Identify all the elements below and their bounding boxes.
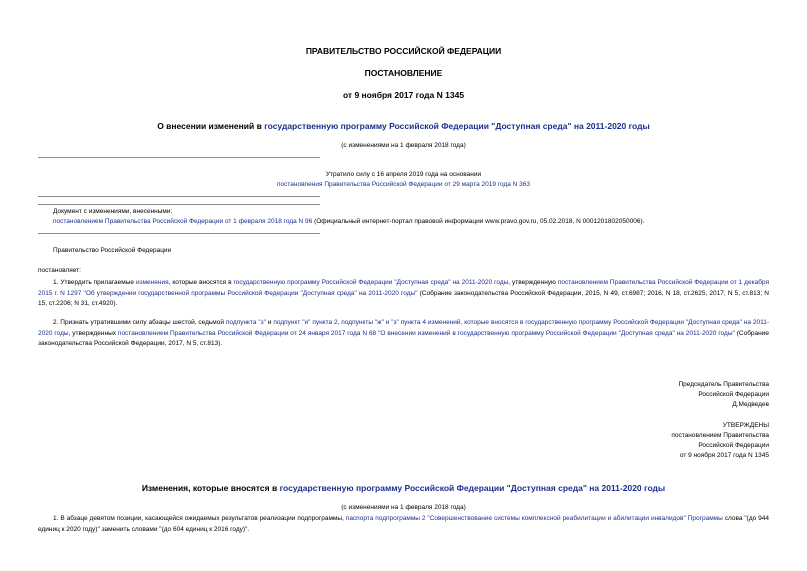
p1-decree-1297-link[interactable]: постановлением Правительства Российской Федерации от 1 декабря 2015 г. N 1297 "Об утверждении государственной программы Российской Федерации "Доступная среда" на 2011-2020 годы" xyxy=(38,279,769,297)
p1-changes-link[interactable]: изменения xyxy=(135,279,169,286)
status-line: Утратило силу с 16 апреля 2019 года на основании xyxy=(325,171,482,178)
signature-country: Российской Федерации xyxy=(698,391,769,398)
approved-label: УТВЕРЖДЕНЫ xyxy=(722,422,769,429)
approved-country: Российской Федерации xyxy=(698,442,769,449)
edition-note: (с изменениями на 1 февраля 2018 года) xyxy=(341,142,466,149)
issuer: Правительство Российской Федерации xyxy=(53,247,172,254)
divider xyxy=(38,233,320,234)
amending-decree-link[interactable]: постановлением Правительства Российской Федерации от 1 февраля 2018 года N 96 xyxy=(53,218,313,225)
org-name: ПРАВИТЕЛЬСТВО РОССИЙСКОЙ ФЕДЕРАЦИИ xyxy=(305,46,502,56)
annex-paragraph-1 xyxy=(38,514,769,535)
p2-subpoint-link[interactable]: подпункта "з" xyxy=(225,319,266,326)
changes-publication: (Официальный интернет-портал правовой информации www.pravo.gov.ru, 05.02.2018, N 0001201802050006). xyxy=(312,218,645,225)
document-title xyxy=(0,122,807,131)
repeal-decree-link[interactable]: постановления Правительства Российской Федерации от 29 марта 2019 года N 363 xyxy=(276,181,531,188)
annex-edition-note: (с изменениями на 1 февраля 2018 года) xyxy=(341,504,466,511)
p2-text-a: 2. Признать утратившими силу абзацы шестой, седьмой xyxy=(53,319,226,326)
annex-title xyxy=(0,484,807,493)
document-date-number: от 9 ноября 2017 года N 1345 xyxy=(342,90,465,100)
p2-decree-68-link[interactable]: постановлением Правительства Российской Федерации от 24 января 2017 года N 68 "О внесении изменений в государственную программу Российской Федерации "Доступная среда" на 2011-2020 годы" xyxy=(117,329,735,337)
changes-label: Документ с изменениями, внесенными: xyxy=(53,208,173,215)
decrees-word: постановляет: xyxy=(38,267,81,274)
signature-position: Председатель Правительства xyxy=(678,381,769,388)
signature-name: Д.Медведев xyxy=(732,401,769,408)
p1-text-c: , утвержденную xyxy=(508,279,558,286)
approved-date: от 9 ноября 2017 года N 1345 xyxy=(679,452,769,459)
p1-text-d: (Собрание законодательства Российской Федерации, 2015, N 49, ст.6987; 2016, N 18, ст.2625; 2017, N 5, ст.813; N 15, ст.2206; N 31, ст.4920). xyxy=(38,289,769,307)
p2-text-d: (Собрание законодательства Российской Федерации, 2017, N 5, ст.813). xyxy=(38,329,769,347)
p2-text-b: и xyxy=(265,319,274,326)
divider xyxy=(38,157,320,158)
annex-program-link[interactable]: государственную программу Российской Федерации "Доступная среда" на 2011-2020 годы xyxy=(279,483,666,493)
p1-program-link[interactable]: государственную программу Российской Федерации "Доступная среда" на 2011-2020 годы xyxy=(233,279,509,286)
title-prefix: О внесении изменений в xyxy=(157,121,265,131)
divider xyxy=(38,196,320,197)
annex-title-prefix: Изменения, которые вносятся в xyxy=(141,483,280,493)
p1-text-a: 1. Утвердить прилагаемые xyxy=(53,279,136,286)
changes-source xyxy=(53,219,644,226)
paragraph-2 xyxy=(38,318,769,350)
title-program-link[interactable]: государственную программу Российской Федерации "Доступная среда" на 2011-2020 годы xyxy=(264,121,650,131)
annex-p1-text-b: слова "(до 944 единиц к 2020 году)" заменить словами "(до 604 единиц к 2016 году)". xyxy=(38,515,770,533)
annex-p1-text-a: 1. В абзаце девятом позиции, касающейся ожидаемых результатов реализации подпрограммы, xyxy=(53,515,346,522)
document-type: ПОСТАНОВЛЕНИЕ xyxy=(364,68,443,78)
approved-by: постановлением Правительства xyxy=(671,432,769,439)
p2-changes-link[interactable]: подпункт "и" пункта 2, подпункты "ж" и "з" пункта 4 изменений, которые вносятся в государственную программу Российской Федерации "Доступная среда" на 2011-2020 годы xyxy=(38,319,770,337)
annex-p1-subprogram-link[interactable]: паспорта подпрограммы 2 "Совершенствование системы комплексной реабилитации и абилитации инвалидов" Программы xyxy=(345,515,723,522)
paragraph-1 xyxy=(38,278,769,310)
p1-text-b: , которые вносятся в xyxy=(168,279,234,286)
p2-text-c: , утвержденных xyxy=(68,329,118,337)
divider xyxy=(38,204,320,205)
